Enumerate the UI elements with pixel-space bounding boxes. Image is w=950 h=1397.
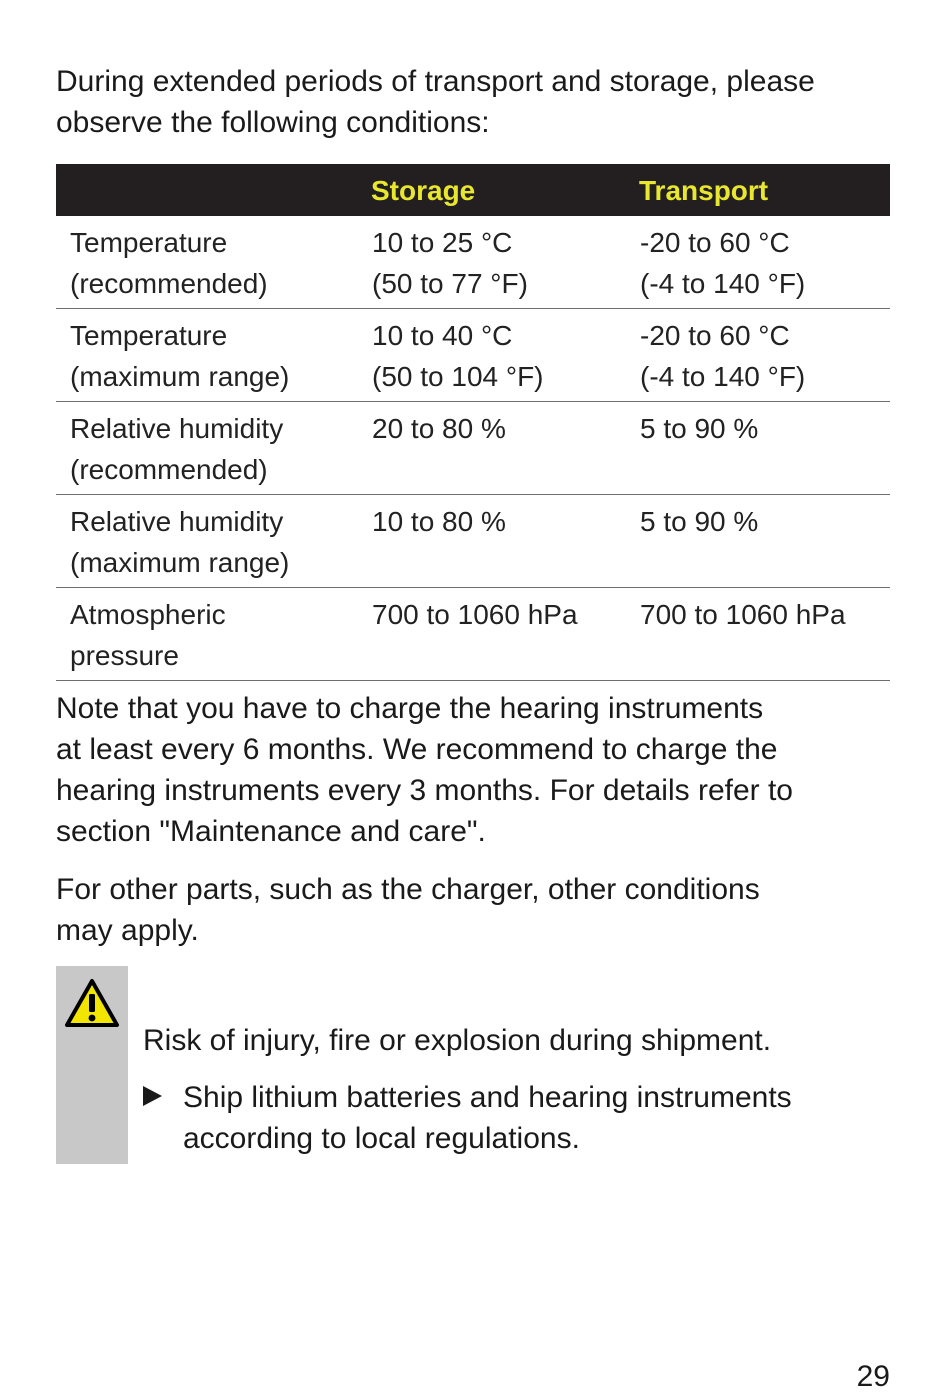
warning-title: Risk of injury, fire or explosion during shipment. bbox=[143, 1024, 772, 1057]
header-storage: Storage bbox=[371, 164, 639, 216]
intro-line: observe the following conditions: bbox=[56, 106, 490, 139]
table-row bbox=[56, 216, 890, 309]
table-row bbox=[56, 402, 890, 495]
warning-triangle-icon bbox=[64, 978, 120, 1028]
storage-value: 20 to 80 % bbox=[371, 402, 639, 495]
row-label: Relative humidity (maximum range) bbox=[56, 495, 371, 588]
row-label: Temperature (recommended) bbox=[56, 216, 371, 309]
storage-value: 700 to 1060 hPa bbox=[371, 588, 639, 681]
header-transport: Transport bbox=[639, 164, 890, 216]
warning-bar bbox=[56, 966, 128, 1164]
transport-value: 5 to 90 % bbox=[639, 402, 890, 495]
instruction-text: Ship lithium batteries and hearing instruments according to local regulations. bbox=[183, 1081, 792, 1155]
storage-value: 10 to 25 °C (50 to 77 °F) bbox=[371, 216, 639, 309]
arrow-right-icon bbox=[143, 1086, 162, 1106]
transport-value: -20 to 60 °C (-4 to 140 °F) bbox=[639, 309, 890, 402]
other-parts-paragraph: For other parts, such as the charger, other conditions may apply. bbox=[56, 873, 760, 947]
transport-value: 5 to 90 % bbox=[639, 495, 890, 588]
storage-value: 10 to 80 % bbox=[371, 495, 639, 588]
row-label: Temperature (maximum range) bbox=[56, 309, 371, 402]
transport-value: 700 to 1060 hPa bbox=[639, 588, 890, 681]
table-row bbox=[56, 309, 890, 402]
header-empty bbox=[56, 164, 371, 216]
page-number: 29 bbox=[856, 1360, 890, 1393]
intro-line: During extended periods of transport and storage, please bbox=[56, 65, 815, 98]
warning-box bbox=[56, 966, 890, 1164]
intro-paragraph bbox=[56, 61, 890, 143]
table-row bbox=[56, 495, 890, 588]
conditions-table bbox=[56, 164, 890, 681]
transport-value: -20 to 60 °C (-4 to 140 °F) bbox=[639, 216, 890, 309]
row-label: Atmospheric pressure bbox=[56, 588, 371, 681]
charging-note: Note that you have to charge the hearing instruments at least every 6 months. We recommend to charge the hearing instruments every 3 months. For details refer to section "Maintenance and care". bbox=[56, 692, 793, 848]
storage-value: 10 to 40 °C (50 to 104 °F) bbox=[371, 309, 639, 402]
table-row bbox=[56, 588, 890, 681]
table-header-row bbox=[56, 164, 890, 216]
row-label: Relative humidity (recommended) bbox=[56, 402, 371, 495]
